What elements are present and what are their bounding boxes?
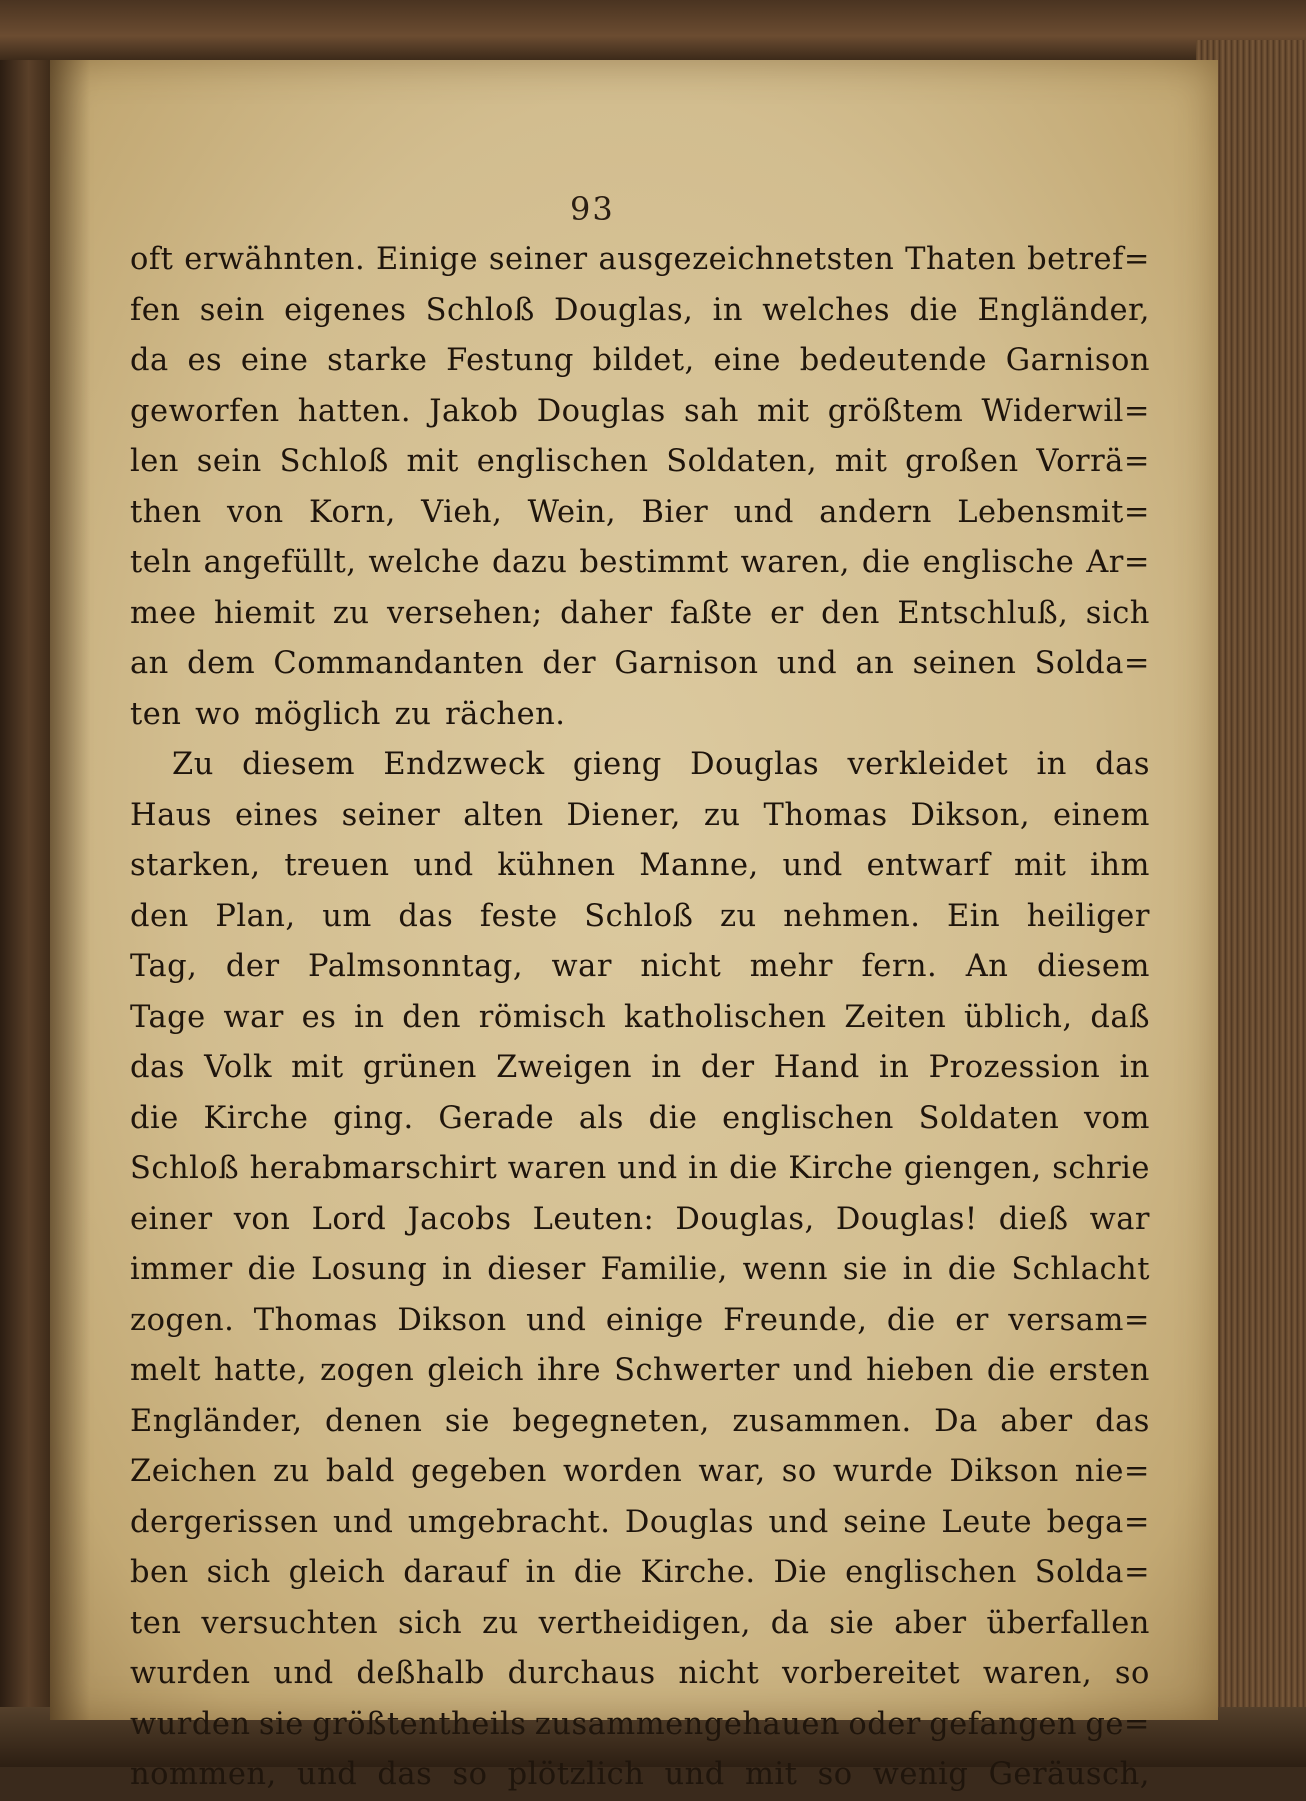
page-number: 93 bbox=[570, 190, 615, 228]
body-text bbox=[130, 235, 1150, 1801]
text-line: wurden und deßhalb durchaus nicht vorbereitet waren, so bbox=[130, 1656, 1150, 1691]
text-line: ben sich gleich darauf in die Kirche. Die englischen Solda= bbox=[130, 1555, 1150, 1590]
text-line: dergerissen und umgebracht. Douglas und seine Leute bega= bbox=[130, 1504, 1150, 1540]
text-line: Schloß herabmarschirt waren und in die Kirche giengen, schrie bbox=[130, 1151, 1150, 1186]
text-line: teln angefüllt, welche dazu bestimmt waren, die englische Ar= bbox=[130, 545, 1150, 580]
text-line: Haus eines seiner alten Diener, zu Thomas Dikson, einem bbox=[130, 797, 1150, 833]
text-line: einer von Lord Jacobs Leuten: Douglas, Douglas! dieß war bbox=[130, 1201, 1150, 1237]
text-line: oft erwähnten. Einige seiner ausgezeichnetsten Thaten betref= bbox=[130, 242, 1150, 277]
text-line: melt hatte, zogen gleich ihre Schwerter und hieben die ersten bbox=[130, 1353, 1150, 1388]
text-line: len sein Schloß mit englischen Soldaten, mit großen Vorrä= bbox=[130, 444, 1150, 479]
text-line: nommen, und das so plötzlich und mit so wenig Geräusch, bbox=[130, 1757, 1150, 1792]
text-line: fen sein eigenes Schloß Douglas, in welches die Engländer, bbox=[130, 292, 1150, 328]
text-line: da es eine starke Festung bildet, eine bedeutende Garnison bbox=[130, 343, 1150, 378]
book-cover-top bbox=[0, 0, 1306, 60]
text-line: starken, treuen und kühnen Manne, und entwarf mit ihm bbox=[130, 848, 1150, 883]
text-line: den Plan, um das feste Schloß zu nehmen. Ein heiliger bbox=[130, 898, 1150, 934]
text-line: Engländer, denen sie begegneten, zusammen. Da aber das bbox=[130, 1403, 1150, 1439]
text-line: then von Korn, Vieh, Wein, Bier und andern Lebensmit= bbox=[130, 494, 1150, 530]
text-line: die Kirche ging. Gerade als die englischen Soldaten vom bbox=[130, 1100, 1150, 1136]
text-line: das Volk mit grünen Zweigen in der Hand in Prozession in bbox=[130, 1050, 1150, 1085]
text-line: an dem Commandanten der Garnison und an seinen Solda= bbox=[130, 646, 1150, 681]
text-line: Tag, der Palmsonntag, war nicht mehr fern. An diesem bbox=[130, 949, 1150, 984]
text-line: zogen. Thomas Dikson und einige Freunde, die er versam= bbox=[130, 1302, 1150, 1338]
text-line: mee hiemit zu versehen; daher faßte er den Entschluß, sich bbox=[130, 595, 1150, 631]
text-line: Zeichen zu bald gegeben worden war, so wurde Dikson nie= bbox=[130, 1454, 1150, 1489]
text-line: ten wo möglich zu rächen. bbox=[130, 696, 566, 732]
text-line: Tage war es in den römisch katholischen Zeiten üblich, daß bbox=[130, 999, 1150, 1035]
book-binding-left bbox=[0, 0, 52, 1767]
text-line: geworfen hatten. Jakob Douglas sah mit größtem Widerwil= bbox=[130, 393, 1150, 429]
text-line: ten versuchten sich zu vertheidigen, da sie aber überfallen bbox=[130, 1605, 1150, 1641]
book-page bbox=[50, 60, 1218, 1792]
text-line: Zu diesem Endzweck gieng Douglas verkleidet in das bbox=[172, 747, 1150, 782]
text-line: immer die Losung in dieser Familie, wenn sie in die Schlacht bbox=[130, 1252, 1150, 1287]
gutter-shadow bbox=[50, 60, 90, 1720]
text-line: wurden sie größtentheils zusammengehauen oder gefangen ge= bbox=[130, 1706, 1150, 1742]
